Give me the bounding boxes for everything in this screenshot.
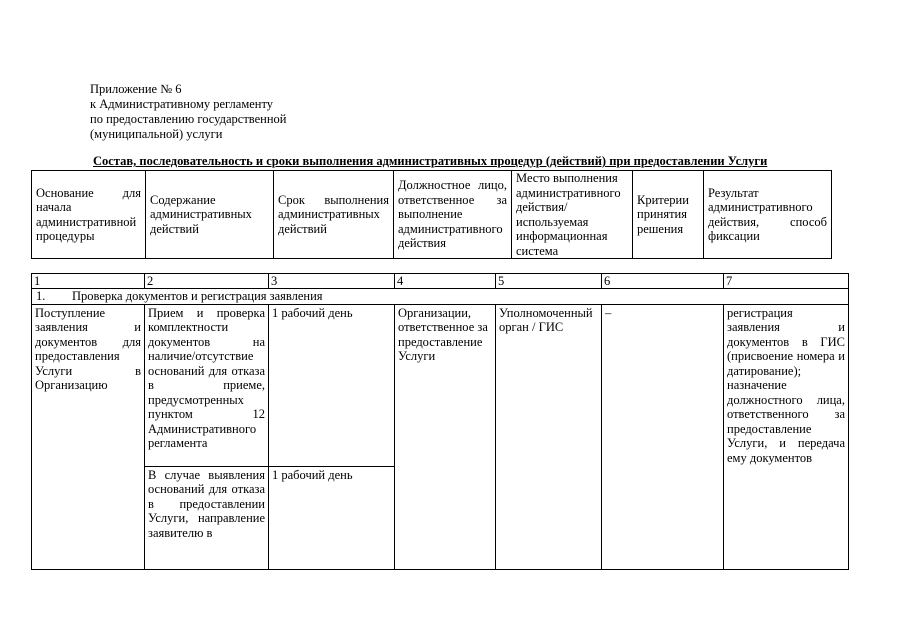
section-row — [32, 289, 849, 305]
header-table — [31, 170, 832, 259]
cell-place: Уполномоченный орган / ГИС — [496, 304, 602, 569]
header-cell-criteria: Критерии принятия решения — [633, 171, 704, 259]
section-number: 1. — [36, 289, 46, 303]
section-cell — [32, 289, 849, 305]
header-cell-term: Срок выполнения административных действий — [274, 171, 394, 259]
appendix-line: (муниципальной) услуги — [90, 127, 223, 141]
header-cell-basis: Основание для начала административной процедуры — [32, 171, 146, 259]
appendix-note — [90, 82, 286, 142]
header-cell-result: Результат административного действия, способ фиксации — [704, 171, 832, 259]
cell-official: Организации, ответственное за предоставление Услуги — [395, 304, 496, 569]
document-title: Состав, последовательность и сроки выполнения административных процедур (действий) при предоставлении Услуги — [93, 154, 768, 168]
cell-basis: Поступление заявления и документов для предоставления Услуги в Организацию — [32, 304, 145, 569]
column-number: 2 — [145, 274, 269, 289]
column-number: 5 — [496, 274, 602, 289]
column-number: 3 — [269, 274, 395, 289]
cell-result: регистрация заявления и документов в ГИС (присвоение номера и датирование); назначение должностного лица, ответственного за предоставление Услуги, и передача ему документов — [724, 304, 849, 569]
appendix-line: по предоставлению государственной — [90, 112, 287, 126]
cell-action-2: В случае выявления оснований для отказа в предоставлении Услуги, направление заявителю в — [145, 466, 269, 569]
cell-criteria: – — [602, 304, 724, 569]
section-title: Проверка документов и регистрация заявления — [72, 289, 323, 303]
header-cell-place: Место выполнения административного действия/ используемая информационная система — [512, 171, 633, 259]
column-number: 6 — [602, 274, 724, 289]
cell-term-2: 1 рабочий день — [269, 466, 395, 569]
cell-action-1: Прием и проверка комплектности документов на наличие/отсутствие оснований для отказа в приеме, предусмотренных пунктом 12 Административного регламента — [145, 304, 269, 466]
cell-term-1: 1 рабочий день — [269, 304, 395, 466]
appendix-line: к Административному регламенту — [90, 97, 274, 111]
procedures-table — [31, 273, 849, 570]
header-cell-official: Должностное лицо, ответственное за выполнение административного действия — [394, 171, 512, 259]
column-number: 7 — [724, 274, 849, 289]
column-number: 4 — [395, 274, 496, 289]
table-row — [32, 304, 849, 466]
column-number-row — [32, 274, 849, 289]
header-cell-content: Содержание административных действий — [146, 171, 274, 259]
appendix-line: Приложение № 6 — [90, 82, 182, 96]
header-row — [32, 171, 832, 259]
column-number: 1 — [32, 274, 145, 289]
